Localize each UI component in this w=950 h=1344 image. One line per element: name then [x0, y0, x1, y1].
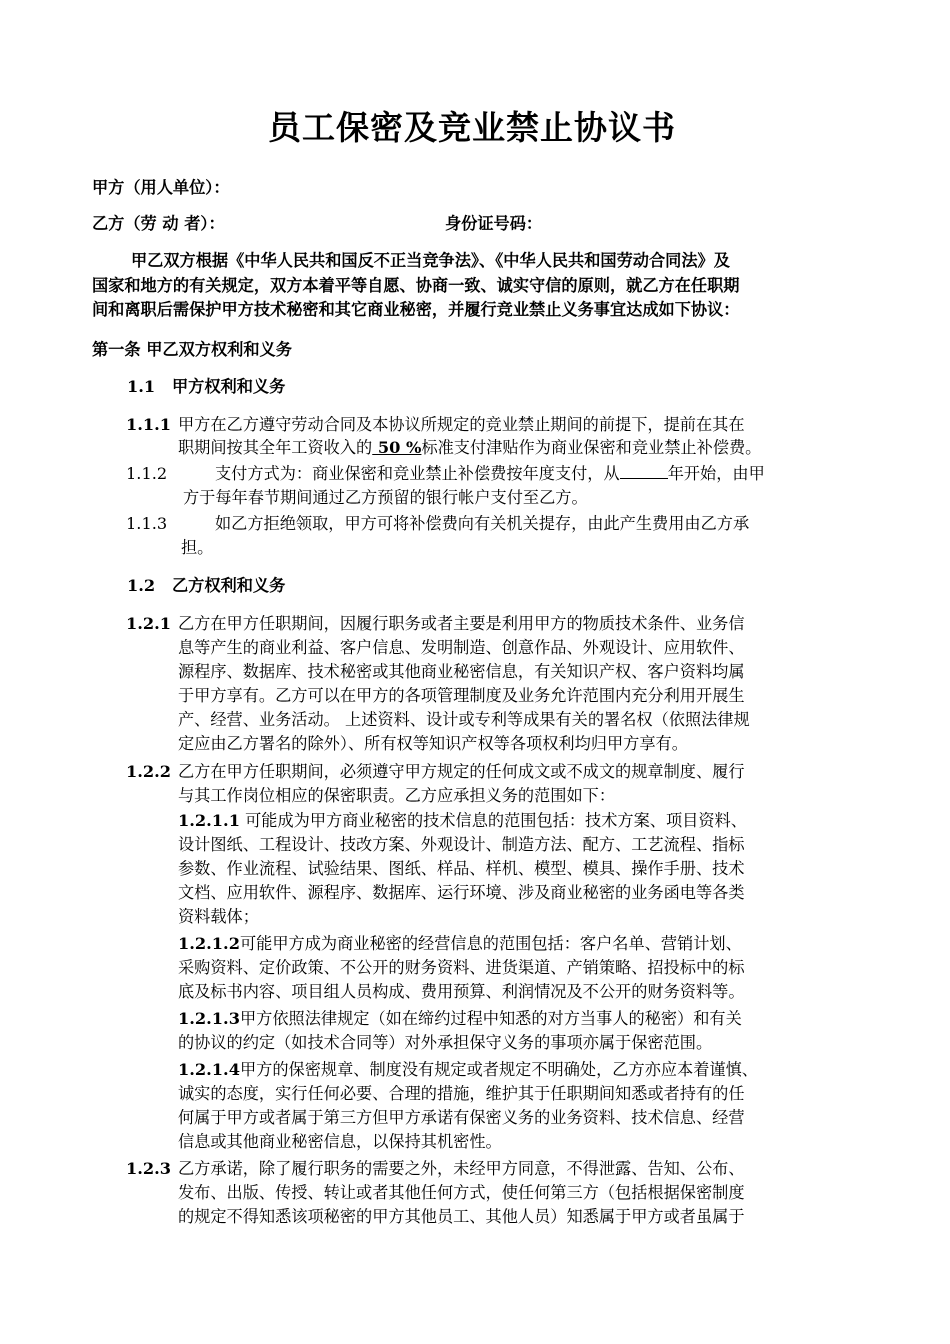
clause-1-1-3-text-2: 担。: [181, 538, 214, 557]
clause-1-2-1-2-line: 底及标书内容、项目组人员构成、费用预算、利润情况及不公开的财务资料等。: [178, 982, 745, 1001]
clause-1-2-3-line: 乙方承诺，除了履行职务的需要之外，未经甲方同意，不得泄露、告知、公布、: [178, 1159, 745, 1178]
clause-1-2-2-line: 与其工作岗位相应的保密职责。乙方应承担义务的范围如下：: [178, 786, 616, 805]
year-blank: [620, 464, 668, 479]
section-1-1-title: 甲方权利和义务: [172, 377, 286, 396]
clause-1-2-1-4-text: 1.2.1.4甲方的保密规章、制度没有规定或者规定不明确处，乙方亦应本着谨慎、: [178, 1060, 758, 1079]
clause-1-2-1-4-line: 诚实的态度，实行任何必要、合理的措施，维护其于任职期间知悉或者持有的任: [178, 1084, 745, 1103]
clause-1-1-2-number: 1.1.2: [126, 464, 168, 483]
clause-1-2-1-2-line: 采购资料、定价政策、不公开的财务资料、进货渠道、产销策略、招投标中的标: [178, 958, 745, 977]
clause-1-1-2-text: 支付方式为：商业保密和竞业禁止补偿费按年度支付，从 年开始，由甲: [215, 464, 765, 483]
clause-1-2-3-line: 的规定不得知悉该项秘密的甲方其他员工、其他人员）知悉属于甲方或者虽属于: [178, 1207, 745, 1226]
clause-1-2-2-number: 1.2.2: [126, 762, 172, 781]
clause-1-2-1-1-number: 1.2.1.1: [178, 811, 240, 830]
id-number-label: 身份证号码：: [445, 214, 543, 233]
clause-1-2-1-3-number: 1.2.1.3: [178, 1009, 240, 1028]
section-1-2-title: 乙方权利和义务: [172, 576, 286, 595]
party-b-label: 乙方（劳 动 者）：: [92, 214, 225, 233]
clause-1-2-1-line: 源程序、数据库、技术秘密或其他商业秘密信息，有关知识产权、客户资料均属: [178, 662, 745, 681]
clause-1-2-1-4-number: 1.2.1.4: [178, 1060, 240, 1079]
clause-1-1-1-text: 甲方在乙方遵守劳动合同及本协议所规定的竞业禁止期间的前提下，提前在其在: [178, 415, 745, 434]
clause-1-2-1-1-line: 设计图纸、工程设计、技改方案、外观设计、制造方法、配方、工艺流程、指标: [178, 835, 745, 854]
clause-1-2-1-line: 产、经营、业务活动。 上述资料、设计或专利等成果有关的署名权（依照法律规: [178, 710, 750, 729]
clause-1-2-1-3-text: 1.2.1.3甲方依照法律规定（如在缔约过程中知悉的对方当事人的秘密）和有关: [178, 1009, 742, 1028]
article-1-heading: 第一条 甲乙双方权利和义务: [92, 340, 292, 359]
clause-1-1-1-number: 1.1.1: [126, 415, 172, 434]
clause-1-2-1-1-line: 参数、作业流程、试验结果、图纸、样品、样机、模型、模具、操作手册、技术: [178, 859, 745, 878]
section-1-1-number: 1.1: [127, 377, 156, 396]
clause-1-2-1-2-text: 1.2.1.2可能甲方成为商业秘密的经营信息的范围包括：客户名单、营销计划、: [178, 934, 742, 953]
clause-1-1-3-number: 1.1.3: [126, 514, 168, 533]
clause-1-1-3-text: 如乙方拒绝领取，甲方可将补偿费向有关机关提存，由此产生费用由乙方承: [215, 514, 750, 533]
section-1-2-number: 1.2: [127, 576, 156, 595]
percentage-value: 50 %: [372, 438, 422, 457]
party-a-label: 甲方（用人单位）：: [92, 178, 230, 197]
clause-1-2-1-line: 乙方在甲方任职期间，因履行职务或者主要是利用甲方的物质技术条件、业务信: [178, 614, 745, 633]
clause-1-2-1-1-line: 资料载体；: [178, 907, 259, 926]
clause-1-2-1-line: 定应由乙方署名的除外）、所有权等知识产权等各项权利均归甲方享有。: [178, 734, 688, 753]
clause-1-2-3-number: 1.2.3: [126, 1159, 172, 1178]
clause-1-2-1-2-number: 1.2.1.2: [178, 934, 240, 953]
intro-line: 间和离职后需保护甲方技术秘密和其它商业秘密，并履行竞业禁止义务事宜达成如下协议：: [92, 300, 740, 319]
intro-line: 国家和地方的有关规定，双方本着平等自愿、协商一致、诚实守信的原则，就乙方在任职期: [92, 276, 740, 295]
clause-1-2-1-1-text: 1.2.1.1 可能成为甲方商业秘密的技术信息的范围包括：技术方案、项目资料、: [178, 811, 747, 830]
clause-1-2-2-line: 乙方在甲方任职期间，必须遵守甲方规定的任何成文或不成文的规章制度、履行: [178, 762, 745, 781]
clause-1-2-1-line: 息等产生的商业利益、客户信息、发明制造、创意作品、外观设计、应用软件、: [178, 638, 745, 657]
clause-1-2-3-line: 发布、出版、传授、转让或者其他任何方式，使任何第三方（包括根据保密制度: [178, 1183, 745, 1202]
clause-1-2-1-4-line: 信息或其他商业秘密信息，以保持其机密性。: [178, 1132, 502, 1151]
intro-line: 甲乙双方根据《中华人民共和国反不正当竞争法》、《中华人民共和国劳动合同法》及: [131, 251, 730, 270]
clause-1-2-1-4-line: 何属于甲方或者属于第三方但甲方承诺有保密义务的业务资料、技术信息、经营: [178, 1108, 745, 1127]
clause-1-2-1-number: 1.2.1: [126, 614, 172, 633]
clause-1-1-2-text-2: 方于每年春节期间通过乙方预留的银行帐户支付至乙方。: [183, 488, 588, 507]
clause-1-2-1-line: 于甲方享有。乙方可以在甲方的各项管理制度及业务允许范围内充分利用开展生: [178, 686, 745, 705]
page-title: 员工保密及竞业禁止协议书: [268, 108, 676, 147]
clause-1-2-1-3-line: 的协议的约定（如技术合同等）对外承担保守义务的事项亦属于保密范围。: [178, 1033, 713, 1052]
clause-1-1-1-text-2: 职期间按其全年工资收入的 50 %标准支付津贴作为商业保密和竞业禁止补偿费。: [178, 438, 762, 457]
clause-1-2-1-1-line: 文档、应用软件、源程序、数据库、运行环境、涉及商业秘密的业务函电等各类: [178, 883, 745, 902]
